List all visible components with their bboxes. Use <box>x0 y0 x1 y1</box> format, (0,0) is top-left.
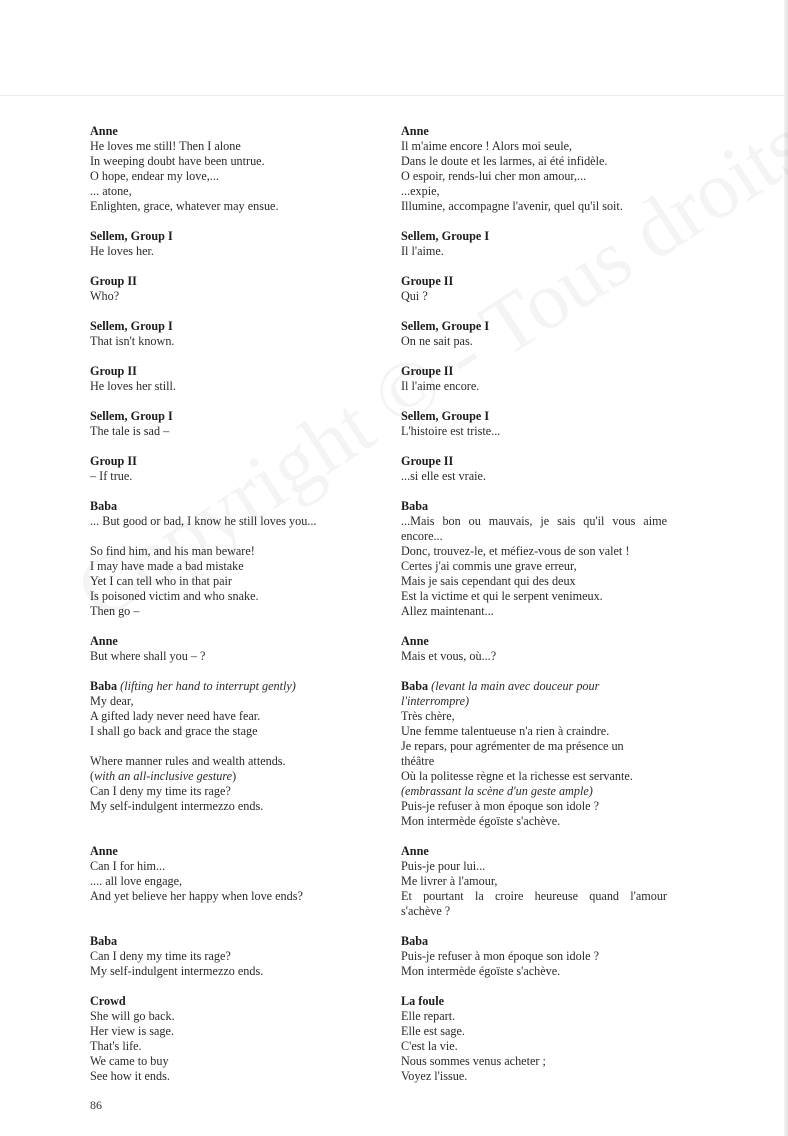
libretto-line: L'histoire est triste... <box>401 424 501 438</box>
stage-direction: l'interrompre) <box>401 694 470 708</box>
speaker-line <box>90 679 296 694</box>
libretto-line: Mais je sais cependant qui des deux <box>401 574 576 588</box>
speaker-line <box>401 364 453 379</box>
speaker-line <box>401 844 429 859</box>
stage-direction: (levant la main avec douceur pour <box>431 679 600 693</box>
paren-close: ) <box>232 769 237 783</box>
speaker-name: Baba <box>401 679 429 693</box>
page-number: 86 <box>90 1098 102 1112</box>
libretto-line: O espoir, rends-lui cher mon amour,... <box>401 169 587 183</box>
libretto-line: I may have made a bad mistake <box>90 559 244 573</box>
speaker-line <box>90 454 137 469</box>
speaker-name: Baba <box>90 499 118 513</box>
libretto-line: Puis-je refuser à mon époque son idole ? <box>401 949 599 963</box>
speaker-name: Baba <box>401 499 429 513</box>
speaker-name: Sellem, Group I <box>90 409 173 423</box>
libretto-line: Can I deny my time its rage? <box>90 784 231 798</box>
libretto-line: Nous sommes venus acheter ; <box>401 1054 546 1068</box>
speaker-line <box>90 364 137 379</box>
speaker-name: Baba <box>90 934 118 948</box>
libretto-line: Enlighten, grace, whatever may ensue. <box>90 199 279 213</box>
speaker-line <box>401 679 599 694</box>
libretto-line: ... But good or bad, I know he still loves you... <box>90 514 317 528</box>
speaker-line <box>401 409 489 424</box>
speaker-line <box>401 994 444 1009</box>
speaker-name: Anne <box>401 124 429 138</box>
libretto-line: Allez maintenant... <box>401 604 494 618</box>
libretto-line: Puis-je pour lui... <box>401 859 486 873</box>
libretto-line: Elle repart. <box>401 1009 456 1023</box>
libretto-line: théâtre <box>401 754 435 768</box>
libretto-line: Then go – <box>90 604 140 618</box>
speaker-name: Sellem, Groupe I <box>401 319 490 333</box>
speaker-line <box>401 319 489 334</box>
paren-open: ( <box>90 769 95 783</box>
libretto-line: Dans le doute et les larmes, ai été infidèle. <box>401 154 608 168</box>
libretto-line: On ne sait pas. <box>401 334 473 348</box>
speaker-line <box>401 499 428 514</box>
speaker-line <box>90 844 118 859</box>
libretto-line: Voyez l'issue. <box>401 1069 468 1083</box>
libretto-line: ...expie, <box>401 184 440 198</box>
libretto-line: I shall go back and grace the stage <box>90 724 258 738</box>
speaker-name: Baba <box>90 679 118 693</box>
libretto-line: Il l'aime encore. <box>401 379 480 393</box>
speaker-name: Anne <box>401 844 429 858</box>
speaker-name: Sellem, Group I <box>90 319 173 333</box>
speaker-name: Sellem, Groupe I <box>401 409 490 423</box>
speaker-line <box>401 124 429 139</box>
libretto-line: ...Mais bon ou mauvais, je sais qu'il vous aime <box>401 514 667 528</box>
libretto-line: Mon intermède égoïste s'achève. <box>401 964 561 978</box>
speaker-line <box>90 229 173 244</box>
libretto-line: Est la victime et qui le serpent venimeux. <box>401 589 603 603</box>
libretto-line: Et pourtant la croire heureuse quand l'amour <box>401 889 667 903</box>
speaker-line <box>90 124 118 139</box>
libretto-line: C'est la vie. <box>401 1039 458 1053</box>
libretto-line: Certes j'ai commis une grave erreur, <box>401 559 577 573</box>
speaker-name: Anne <box>90 124 118 138</box>
speaker-name: Anne <box>90 634 118 648</box>
libretto-line: That isn't known. <box>90 334 175 348</box>
libretto-line: s'achève ? <box>401 904 451 918</box>
libretto-line: Je repars, pour agrémenter de ma présence un <box>401 739 624 753</box>
speaker-line <box>401 229 489 244</box>
speaker-name: Groupe II <box>401 364 454 378</box>
speaker-name: Groupe II <box>401 274 454 288</box>
speaker-name: La foule <box>401 994 444 1008</box>
libretto-line: Where manner rules and wealth attends. <box>90 754 286 768</box>
speaker-name: Sellem, Group I <box>90 229 173 243</box>
libretto-line: And yet believe her happy when love ends? <box>90 889 303 903</box>
stage-direction: (embrassant la scène d'un geste ample) <box>401 784 593 798</box>
speaker-name: Group II <box>90 364 137 378</box>
libretto-line: Illumine, accompagne l'avenir, quel qu'il soit. <box>401 199 623 213</box>
speaker-name: Group II <box>90 274 137 288</box>
libretto-line: He loves her still. <box>90 379 176 393</box>
speaker-name: Anne <box>401 634 429 648</box>
speaker-name: Crowd <box>90 994 126 1008</box>
speaker-line <box>90 994 126 1009</box>
speaker-line <box>90 934 117 949</box>
libretto-line: .... all love engage, <box>90 874 183 888</box>
libretto-line: My self-indulgent intermezzo ends. <box>90 799 264 813</box>
libretto-line: But where shall you – ? <box>90 649 206 663</box>
speaker-line <box>401 634 429 649</box>
page-top-rule <box>0 95 788 96</box>
libretto-line: encore... <box>401 529 443 543</box>
libretto-line: Her view is sage. <box>90 1024 174 1038</box>
libretto-line: Où la politesse règne et la richesse est servante. <box>401 769 633 783</box>
libretto-line: Can I deny my time its rage? <box>90 949 231 963</box>
stage-direction <box>90 769 236 784</box>
speaker-name: Anne <box>90 844 118 858</box>
libretto-line: Donc, trouvez-le, et méfiez-vous de son valet ! <box>401 544 630 558</box>
libretto-line: He loves her. <box>90 244 154 258</box>
speaker-line <box>90 409 173 424</box>
speaker-name: Group II <box>90 454 137 468</box>
libretto-line: Me livrer à l'amour, <box>401 874 498 888</box>
stage-direction-text: with an all-inclusive gesture <box>94 769 233 783</box>
speaker-name: Groupe II <box>401 454 454 468</box>
libretto-line: Who? <box>90 289 120 303</box>
libretto-line: My dear, <box>90 694 134 708</box>
speaker-line <box>90 634 118 649</box>
speaker-line <box>401 274 453 289</box>
libretto-line: ... atone, <box>90 184 132 198</box>
speaker-line <box>90 319 173 334</box>
libretto-line: The tale is sad – <box>90 424 170 438</box>
libretto-line: My self-indulgent intermezzo ends. <box>90 964 264 978</box>
libretto-line: That's life. <box>90 1039 142 1053</box>
speaker-line <box>401 934 428 949</box>
speaker-name: Baba <box>401 934 429 948</box>
libretto-line: Qui ? <box>401 289 428 303</box>
speaker-line <box>401 454 453 469</box>
libretto-line: Puis-je refuser à mon époque son idole ? <box>401 799 599 813</box>
libretto-line: In weeping doubt have been untrue. <box>90 154 265 168</box>
libretto-line: Elle est sage. <box>401 1024 465 1038</box>
libretto-line: Yet I can tell who in that pair <box>90 574 232 588</box>
libretto-line: Il m'aime encore ! Alors moi seule, <box>401 139 573 153</box>
speaker-line <box>90 499 117 514</box>
libretto-line: So find him, and his man beware! <box>90 544 255 558</box>
speaker-line <box>90 274 137 289</box>
libretto-line: Can I for him... <box>90 859 166 873</box>
libretto-line: Très chère, <box>401 709 455 723</box>
stage-direction: (lifting her hand to interrupt gently) <box>120 679 296 693</box>
libretto-line: He loves me still! Then I alone <box>90 139 241 153</box>
libretto-line: See how it ends. <box>90 1069 170 1083</box>
libretto-line: Il l'aime. <box>401 244 444 258</box>
libretto-line: We came to buy <box>90 1054 169 1068</box>
libretto-line: O hope, endear my love,... <box>90 169 219 183</box>
libretto-line: She will go back. <box>90 1009 175 1023</box>
libretto-line: Mais et vous, où...? <box>401 649 497 663</box>
libretto-line: ...si elle est vraie. <box>401 469 486 483</box>
libretto-line: – If true. <box>90 469 133 483</box>
libretto-line: A gifted lady never need have fear. <box>90 709 261 723</box>
page-edge-shadow <box>784 0 788 1136</box>
libretto-line: Une femme talentueuse n'a rien à craindre. <box>401 724 610 738</box>
libretto-line: Mon intermède égoïste s'achève. <box>401 814 561 828</box>
libretto-line: Is poisoned victim and who snake. <box>90 589 259 603</box>
speaker-name: Sellem, Groupe I <box>401 229 490 243</box>
